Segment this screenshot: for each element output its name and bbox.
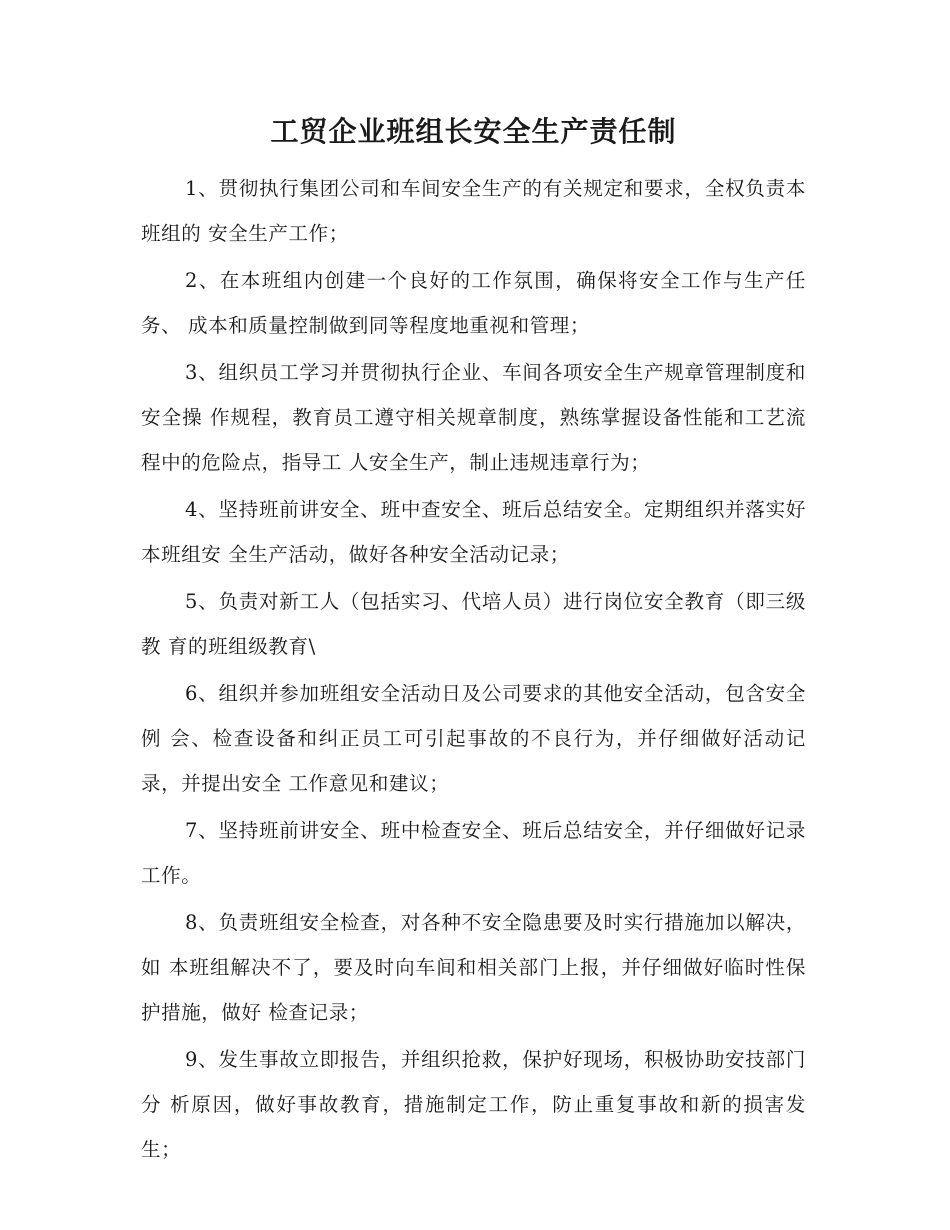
paragraph-4: 4、坚持班前讲安全、班中查安全、班后总结安全。定期组织并落实好本班组安 全生产活动，做好各种安全活动记录； bbox=[141, 498, 806, 566]
paragraph-2: 2、在本班组内创建一个良好的工作氛围，确保将安全工作与生产任务、 成本和质量控制做到同等程度地重视和管理； bbox=[141, 269, 806, 337]
paragraph-9: 9、发生事故立即报告，并组织抢救，保护好现场，积极协助安技部门分 析原因，做好事故教育，措施制定工作，防止重复事故和新的损害发生； bbox=[141, 1048, 806, 1161]
document-title: 工贸企业班组长安全生产责任制 bbox=[270, 115, 677, 148]
document-page bbox=[141, 108, 806, 1173]
paragraph-1: 1、贯彻执行集团公司和车间安全生产的有关规定和要求，全权负责本班组的 安全生产工作； bbox=[141, 177, 806, 245]
paragraph-3: 3、组织员工学习并贯彻执行企业、车间各项安全生产规章管理制度和安全操 作规程，教育员工遵守相关规章制度，熟练掌握设备性能和工艺流程中的危险点，指导工 人安全生产，制止违规违章行为； bbox=[141, 361, 806, 474]
paragraph-8: 8、负责班组安全检查，对各种不安全隐患要及时实行措施加以解决，如 本班组解决不了，要及时向车间和相关部门上报，并仔细做好临时性保护措施，做好 检查记录； bbox=[141, 911, 806, 1024]
paragraph-7: 7、坚持班前讲安全、班中检查安全、班后总结安全，并仔细做好记录工作。 bbox=[141, 819, 806, 887]
paragraph-5: 5、负责对新工人（包括实习、代培人员）进行岗位安全教育（即三级教 育的班组级教育\ bbox=[141, 590, 806, 658]
paragraph-6: 6、组织并参加班组安全活动日及公司要求的其他安全活动，包含安全例 会、检查设备和纠正员工可引起事故的不良行为，并仔细做好活动记录，并提出安全 工作意见和建议； bbox=[141, 682, 806, 795]
